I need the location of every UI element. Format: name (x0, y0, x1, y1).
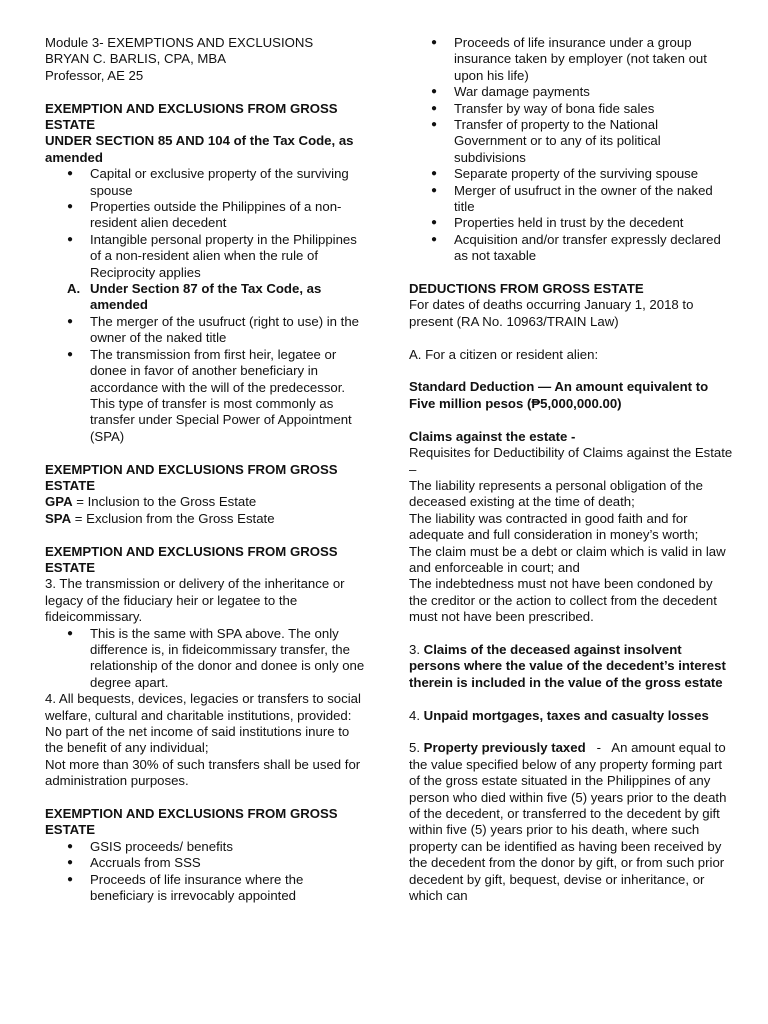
list-item: ● Properties outside the Philippines of a non-resident alien decedent (45, 199, 370, 232)
list-item: ● The transmission from first heir, legatee or donee in favor of another beneficiary in accordance with the will of the predecessor. This type of transfer is most commonly as transfer under Special Power of Appointment (SPA) (45, 347, 370, 445)
deduction-item-4 (409, 708, 734, 724)
list-item: ● War damage payments (409, 84, 734, 100)
gpa-text: = Inclusion to the Gross Estate (72, 494, 257, 510)
bullet-list (45, 839, 370, 905)
paragraph: The indebtedness must not have been condoned by the creditor or the action to collect from the decedent must not have been prescribed. (409, 576, 717, 625)
left-column (45, 35, 370, 904)
deduction-item-3 (409, 642, 734, 691)
section-heading: EXEMPTION AND EXCLUSIONS FROM GROSS ESTATE (45, 461, 338, 493)
lettered-item (45, 281, 370, 314)
bullet-list (45, 314, 370, 445)
bullet-list (409, 35, 734, 265)
paragraph: Requisites for Deductibility of Claims against the Estate – (409, 445, 733, 477)
paragraph: 4. All bequests, devices, legacies or transfers to social welfare, cultural and charitable institutions, provided: (45, 691, 361, 723)
section-heading: EXEMPTION AND EXCLUSIONS FROM GROSS ESTATE (45, 100, 338, 133)
deduction-item-5 (409, 740, 734, 904)
section-heading: EXEMPTION AND EXCLUSIONS FROM GROSS ESTATE (45, 543, 338, 575)
paragraph: Not more than 30% of such transfers shall be used for administration purposes. (45, 756, 361, 789)
item-number: 4. (409, 707, 424, 723)
paragraph: The claim must be a debt or claim which is valid in law and enforceable in court; and (409, 543, 726, 575)
bullet-list (45, 166, 370, 281)
paragraph: No part of the net income of said institutions inure to the benefit of any individual; (45, 724, 350, 756)
list-item: ● Acquisition and/or transfer expressly declared as not taxable (409, 232, 734, 265)
paragraph: 3. The transmission or delivery of the inheritance or legacy of the fiduciary heir or legatee to the fideicommissary. (45, 576, 345, 625)
standard-deduction: Standard Deduction — An amount equivalent to Five million pesos (₱5,000,000.00) (409, 379, 709, 411)
bullet-list (45, 626, 370, 692)
item-number: 3. (409, 641, 424, 657)
paragraph: The liability was contracted in good faith and for adequate and full consideration in money’s worth; (409, 510, 699, 543)
list-item: ● GSIS proceeds/ benefits (45, 839, 370, 855)
item-text: Unpaid mortgages, taxes and casualty losses (423, 707, 709, 723)
list-item: ● Proceeds of life insurance under a group insurance taken by employer (not taken out upon his life) (409, 35, 734, 84)
list-item: ● Properties held in trust by the decedent (409, 215, 734, 231)
claims-heading: Claims against the estate - (409, 428, 576, 444)
section-heading: EXEMPTION AND EXCLUSIONS FROM GROSS ESTATE (45, 806, 338, 838)
gpa-line (45, 494, 370, 510)
list-item: ● Separate property of the surviving spouse (409, 166, 734, 182)
spa-line (45, 511, 370, 527)
section-heading: DEDUCTIONS FROM GROSS ESTATE (409, 281, 644, 297)
item-text: Claims of the deceased against insolvent persons where the value of the decedent’s interest therein is included in the value of the gross estate (409, 641, 726, 690)
list-item: ● Proceeds of life insurance where the beneficiary is irrevocably appointed (45, 872, 370, 905)
module-title: Module 3- EXEMPTIONS AND EXCLUSIONS (45, 35, 314, 50)
right-column (409, 35, 734, 904)
list-item: ● Accruals from SSS (45, 855, 370, 871)
item-label: Property previously taxed (423, 740, 586, 756)
list-item: ● Capital or exclusive property of the surviving spouse (45, 166, 370, 199)
gpa-label: GPA (45, 494, 73, 510)
author-name: BRYAN C. BARLIS, CPA, MBA (45, 51, 227, 67)
paragraph: A. For a citizen or resident alien: (409, 346, 599, 362)
list-item: ● Transfer of property to the National Government or to any of its political subdivisions (409, 117, 734, 166)
list-item: ● This is the same with SPA above. The only difference is, in fideicommissary transfer, the relationship of the donor and donee is only one degree apart. (45, 626, 370, 692)
spa-label: SPA (45, 510, 72, 526)
paragraph: For dates of deaths occurring January 1, 2018 to present (RA No. 10963/TRAIN Law) (409, 297, 694, 329)
author-role: Professor, AE 25 (45, 67, 144, 83)
list-item: ● Transfer by way of bona fide sales (409, 101, 734, 117)
list-item: ● The merger of the usufruct (right to use) in the owner of the naked title (45, 314, 370, 347)
list-item: ● Intangible personal property in the Philippines of a non-resident alien when the rule of Reciprocity applies (45, 232, 370, 281)
list-item: ● Merger of usufruct in the owner of the naked title (409, 183, 734, 216)
item-number: 5. (409, 740, 424, 756)
section-subheading: UNDER SECTION 85 AND 104 of the Tax Code, as amended (45, 133, 354, 165)
paragraph: The liability represents a personal obligation of the deceased existing at the time of death; (409, 477, 703, 510)
lettered-item-text: Under Section 87 of the Tax Code, as amended (90, 281, 322, 313)
letter-marker: A. (67, 281, 81, 297)
item-text: - An amount equal to the value specified below of any property forming part of the gross estate situated in the Philippines of any person who died within five (5) years prior to the death of the decedent, or transferred to the decedent by gift within five (5) years prior to his death, where such property can be identified as having been received by the decedent from the donor by gift, or from such prior decedent by gift, bequest, devise or inheritance, or which can (409, 740, 731, 904)
spa-text: = Exclusion from the Gross Estate (71, 510, 275, 526)
